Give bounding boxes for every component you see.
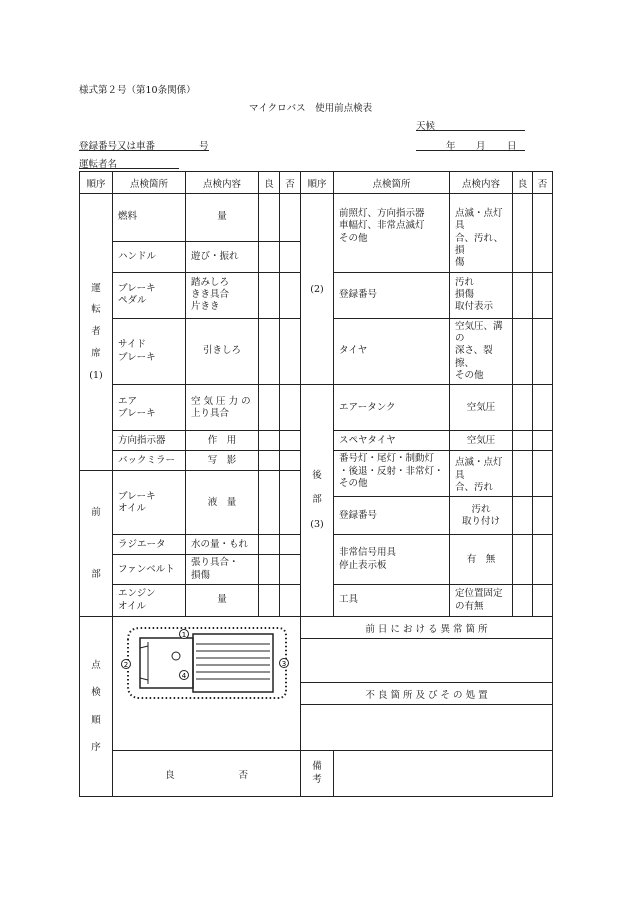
previous-abnormal-header: 前 日 に お け る 異 常 箇 所 (301, 617, 553, 639)
good-checkbox[interactable] (259, 471, 280, 535)
defects-field[interactable] (301, 705, 553, 751)
good-checkbox[interactable] (259, 451, 280, 471)
good-checkbox[interactable] (259, 194, 280, 242)
good-checkbox[interactable] (259, 272, 280, 318)
location-cell: エア ブレーキ (113, 385, 186, 431)
bus-cargo (193, 634, 273, 692)
col-location-right: 点検箇所 (334, 172, 450, 194)
table-row (80, 194, 553, 242)
svg-text:3: 3 (281, 660, 287, 668)
location-cell: サイド ブレーキ (113, 318, 186, 385)
content-cell: 水の量・もれ (186, 535, 259, 555)
bad-checkbox[interactable] (533, 272, 553, 318)
bad-checkbox[interactable] (280, 451, 301, 471)
location-cell: ハンドル (113, 242, 186, 273)
content-cell: 量 (186, 585, 259, 617)
location-cell: 登録番号 (334, 272, 450, 318)
bad-checkbox[interactable] (280, 194, 301, 242)
bus-diagram (118, 620, 293, 706)
good-checkbox[interactable] (259, 431, 280, 451)
content-cell: 引きしろ (186, 318, 259, 385)
location-cell: タイヤ (334, 318, 450, 385)
good-checkbox[interactable] (513, 585, 533, 617)
bad-checkbox[interactable] (280, 585, 301, 617)
marker-4 (180, 671, 189, 681)
content-cell: 有 無 (450, 535, 513, 585)
good-checkbox[interactable] (513, 272, 533, 318)
content-cell: 遊び・振れ (186, 242, 259, 273)
bad-checkbox[interactable] (280, 318, 301, 385)
good-checkbox[interactable] (259, 585, 280, 617)
location-cell: 工具 (334, 585, 450, 617)
bad-checkbox[interactable] (280, 242, 301, 273)
section-label-rear: 後 部 (3) (301, 385, 334, 617)
bad-checkbox[interactable] (280, 272, 301, 318)
good-checkbox[interactable] (513, 318, 533, 385)
page-title: マイクロバス 使用前点検表 (249, 103, 373, 114)
bad-checkbox[interactable] (280, 471, 301, 535)
location-cell: 方向指示器 (113, 431, 186, 451)
location-cell: 登録番号 (334, 497, 450, 535)
good-label: 良 (164, 769, 175, 781)
good-checkbox[interactable] (513, 535, 533, 585)
location-cell: 番号灯・尾灯・制動灯 ・後退・反射・非常灯・ その他 (334, 451, 450, 497)
svg-text:1: 1 (181, 631, 187, 639)
svg-text:4: 4 (181, 672, 187, 680)
section-label-front: 前 部 (80, 471, 113, 617)
content-cell: 作 用 (186, 431, 259, 451)
location-cell: 前照灯、方向指示器 車幅灯、非常点滅灯 その他 (334, 194, 450, 273)
content-cell: 空気圧、溝の 深さ、裂擦、 その他 (450, 318, 513, 385)
good-checkbox[interactable] (513, 451, 533, 497)
header-row (80, 172, 553, 194)
bottom-row (80, 751, 553, 797)
content-cell: 踏みしろ きき具合 片きき (186, 272, 259, 318)
col-good-right: 良 (513, 172, 533, 194)
col-order-right: 順序 (301, 172, 334, 194)
content-cell: 張り具合・ 損傷 (186, 555, 259, 585)
month-label: 月 (476, 141, 486, 152)
location-cell: ブレーキ ペダル (113, 272, 186, 318)
content-cell: 定位置固定 の有無 (450, 585, 513, 617)
steering-wheel-icon (172, 652, 180, 660)
location-cell: エンジン オイル (113, 585, 186, 617)
remarks-label: 備 考 (301, 751, 334, 797)
col-bad-right: 否 (533, 172, 553, 194)
bad-checkbox[interactable] (533, 194, 553, 273)
marker-3 (280, 659, 289, 669)
bad-checkbox[interactable] (533, 318, 553, 385)
content-cell: 空気圧 (450, 431, 513, 451)
content-cell: 点滅・点灯具 合、汚れ、損 傷 (450, 194, 513, 273)
bad-checkbox[interactable] (533, 497, 553, 535)
content-cell: 量 (186, 194, 259, 242)
bad-label: 否 (238, 769, 248, 781)
content-cell: 空気圧 (450, 385, 513, 431)
good-checkbox[interactable] (513, 497, 533, 535)
location-cell: ブレーキ オイル (113, 471, 186, 535)
year-label: 年 (446, 141, 456, 152)
registration-underline[interactable] (79, 150, 209, 151)
remarks-field[interactable] (334, 751, 553, 797)
good-checkbox[interactable] (513, 385, 533, 431)
col-location-left: 点検箇所 (113, 172, 186, 194)
col-order-left: 順序 (80, 172, 113, 194)
col-good-left: 良 (259, 172, 280, 194)
good-checkbox[interactable] (259, 555, 280, 585)
col-content-left: 点検内容 (186, 172, 259, 194)
bad-checkbox[interactable] (533, 451, 553, 497)
location-cell: スペヤタイヤ (334, 431, 450, 451)
location-cell: エアータンク (334, 385, 450, 431)
bad-checkbox[interactable] (533, 385, 553, 431)
svg-text:2: 2 (123, 661, 129, 669)
col-bad-left: 否 (280, 172, 301, 194)
number-suffix: 号 (199, 141, 209, 152)
section-label-2: (2) (301, 194, 334, 385)
good-checkbox[interactable] (259, 318, 280, 385)
marker-2 (122, 660, 131, 670)
windshield (140, 642, 148, 684)
bad-checkbox[interactable] (280, 535, 301, 555)
driver-label: 運転者名 (79, 159, 118, 170)
section-label-driver: 運 転 者 席 (1) (80, 194, 113, 471)
good-checkbox[interactable] (259, 535, 280, 555)
good-checkbox[interactable] (513, 194, 533, 273)
day-label: 日 (507, 141, 517, 152)
location-cell: ファンベルト (113, 555, 186, 585)
content-cell: 写 影 (186, 451, 259, 471)
cargo-lines (196, 644, 270, 679)
content-cell: 空 気 圧 力 の 上り具合 (186, 385, 259, 431)
location-cell: 非常信号用具 停止表示板 (334, 535, 450, 585)
good-bad-cell[interactable] (113, 751, 301, 797)
content-cell: 点滅・点灯具 合、汚れ (450, 451, 513, 497)
good-checkbox[interactable] (259, 385, 280, 431)
date-underline[interactable] (416, 150, 525, 151)
defects-header: 不 良 箇 所 及 び そ の 処 置 (301, 683, 553, 705)
location-cell: ラジエータ (113, 535, 186, 555)
marker-1 (180, 630, 189, 640)
col-content-right: 点検内容 (450, 172, 513, 194)
content-cell: 汚れ 取り付け (450, 497, 513, 535)
weather-underline[interactable] (416, 130, 525, 131)
weather-label: 天候 (416, 121, 436, 132)
previous-abnormal-field[interactable] (301, 639, 553, 683)
good-checkbox[interactable] (513, 431, 533, 451)
location-cell: 燃料 (113, 194, 186, 242)
form-number: 様式第２号（第10条関係） (79, 85, 196, 96)
bad-checkbox[interactable] (280, 431, 301, 451)
content-cell: 液 量 (186, 471, 259, 535)
table-row (80, 385, 553, 431)
bad-checkbox[interactable] (533, 431, 553, 451)
bad-checkbox[interactable] (533, 585, 553, 617)
bad-checkbox[interactable] (280, 555, 301, 585)
registration-label: 登録番号又は車番 (79, 141, 156, 152)
content-cell: 汚れ 損傷 取付表示 (450, 272, 513, 318)
bad-checkbox[interactable] (280, 385, 301, 431)
driver-underline[interactable] (79, 168, 179, 169)
location-cell: バックミラー (113, 451, 186, 471)
inspection-order-label: 点 検 順 序 (80, 617, 113, 797)
bad-checkbox[interactable] (533, 535, 553, 585)
good-checkbox[interactable] (259, 242, 280, 273)
